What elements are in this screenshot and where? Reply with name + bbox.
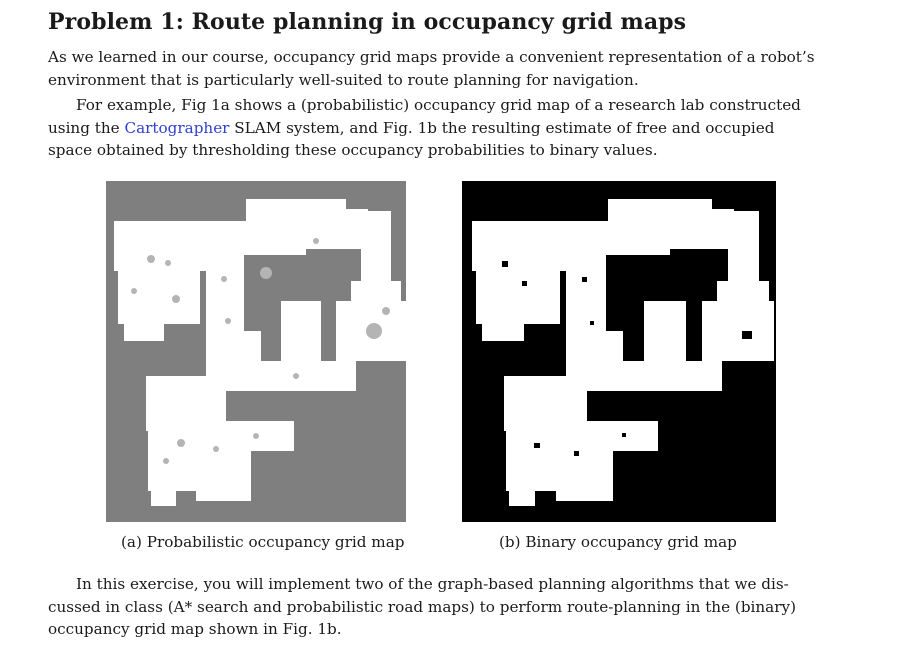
- exercise-line-2: cussed in class (A* search and probabilistic road maps) to perform route-planning in the (binary): [48, 597, 797, 616]
- example-line-2: [48, 117, 838, 140]
- example-line-1: For example, Fig 1a shows a (probabilistic) occupancy grid map of a research lab constructed: [76, 96, 801, 114]
- binary-map-image: [462, 181, 776, 522]
- example-line-2-start: using the: [48, 118, 125, 137]
- example-line-2-end: SLAM system, and Fig. 1b the resulting estimate of free and occupied: [229, 118, 775, 137]
- exercise-line-1: In this exercise, you will implement two of the graph-based planning algorithms that we dis-: [76, 575, 789, 593]
- problem-title: Problem 1: Route planning in occupancy grid maps: [48, 9, 687, 35]
- cartographer-link[interactable]: Cartographer: [124, 118, 230, 137]
- exercise-line-3: occupancy grid map shown in Fig. 1b.: [48, 620, 342, 639]
- intro-line-1: As we learned in our course, occupancy grid maps provide a convenient representation of a robot’s: [48, 48, 815, 66]
- figure-b-caption: (b) Binary occupancy grid map: [499, 533, 737, 551]
- example-paragraph: [48, 94, 838, 162]
- binary-occupancy-map: [462, 181, 776, 522]
- example-line-3: space obtained by thresholding these occupancy probabilities to binary values.: [48, 141, 658, 160]
- intro-paragraph: [48, 46, 838, 91]
- intro-line-2: environment that is particularly well-suited to route planning for navigation.: [48, 70, 639, 89]
- exercise-paragraph: [48, 573, 838, 641]
- probabilistic-occupancy-map: [106, 181, 406, 522]
- figure-a-caption: (a) Probabilistic occupancy grid map: [121, 533, 405, 551]
- probabilistic-map-image: [106, 181, 406, 522]
